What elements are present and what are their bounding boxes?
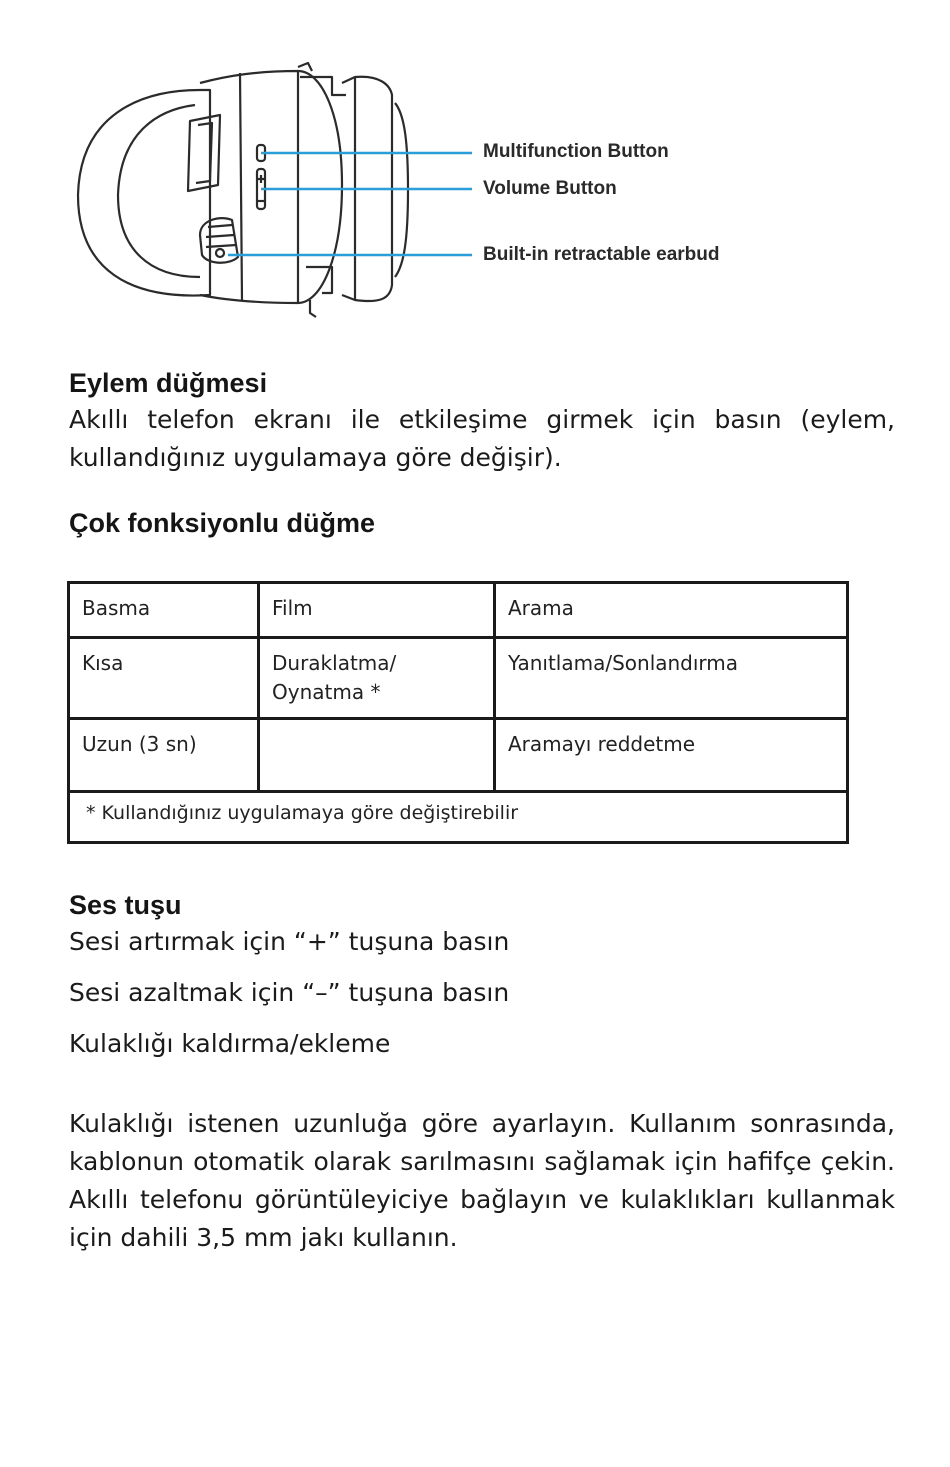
volume-section: [69, 890, 895, 1063]
table-cell: Uzun (3 sn): [69, 719, 259, 792]
multifunction-table: [67, 581, 849, 844]
volume-up-instruction: Sesi artırmak için “+” tuşuna basın: [69, 927, 510, 956]
earbud-usage-text: Kulaklığı istenen uzunluğa göre ayarlayın. Kullanım sonrasında, kablonun otomatik olarak sarılmasını sağlamak için hafifçe çekin. Akıllı telefonu görüntüleyiciye bağlayın ve kulaklıkları kullanmak için dahili 3,5 mm jakı kullanın.: [69, 1109, 895, 1252]
table-cell: Duraklatma/ Oynatma *: [259, 638, 495, 719]
table-header-row: [69, 583, 848, 638]
table-note-row: [69, 792, 848, 843]
earbud-usage-section: [69, 1105, 895, 1257]
multifunction-section: [69, 508, 895, 539]
earbud-callout-label: Built-in retractable earbud: [483, 244, 720, 265]
table-cell: [259, 719, 495, 792]
table-row: [69, 638, 848, 719]
table-header-cell: Film: [259, 583, 495, 638]
action-button-description: Akıllı telefon ekranı ile etkileşime girmek için basın (eylem, kullandığınız uygulamaya göre değişir).: [69, 405, 895, 472]
action-button-section: [69, 368, 895, 477]
headset-illustration: [60, 55, 780, 330]
table-cell: Aramayı reddetme: [495, 719, 848, 792]
table-row: [69, 719, 848, 792]
earbud-remove-insert: Kulaklığı kaldırma/ekleme: [69, 1029, 391, 1058]
table-header-cell: Basma: [69, 583, 259, 638]
table-cell: Yanıtlama/Sonlandırma: [495, 638, 848, 719]
volume-heading: Ses tuşu: [69, 890, 182, 920]
table-header-cell: Arama: [495, 583, 848, 638]
multifunction-heading: Çok fonksiyonlu düğme: [69, 508, 376, 538]
multifunction-callout-label: Multifunction Button: [483, 141, 669, 162]
action-button-heading: Eylem düğmesi: [69, 368, 268, 398]
volume-down-instruction: Sesi azaltmak için “–” tuşuna basın: [69, 978, 510, 1007]
volume-callout-label: Volume Button: [483, 178, 617, 199]
table-footnote: * Kullandığınız uygulamaya göre değiştirebilir: [69, 792, 848, 843]
table-cell: Kısa: [69, 638, 259, 719]
headset-drawing: [60, 55, 780, 330]
